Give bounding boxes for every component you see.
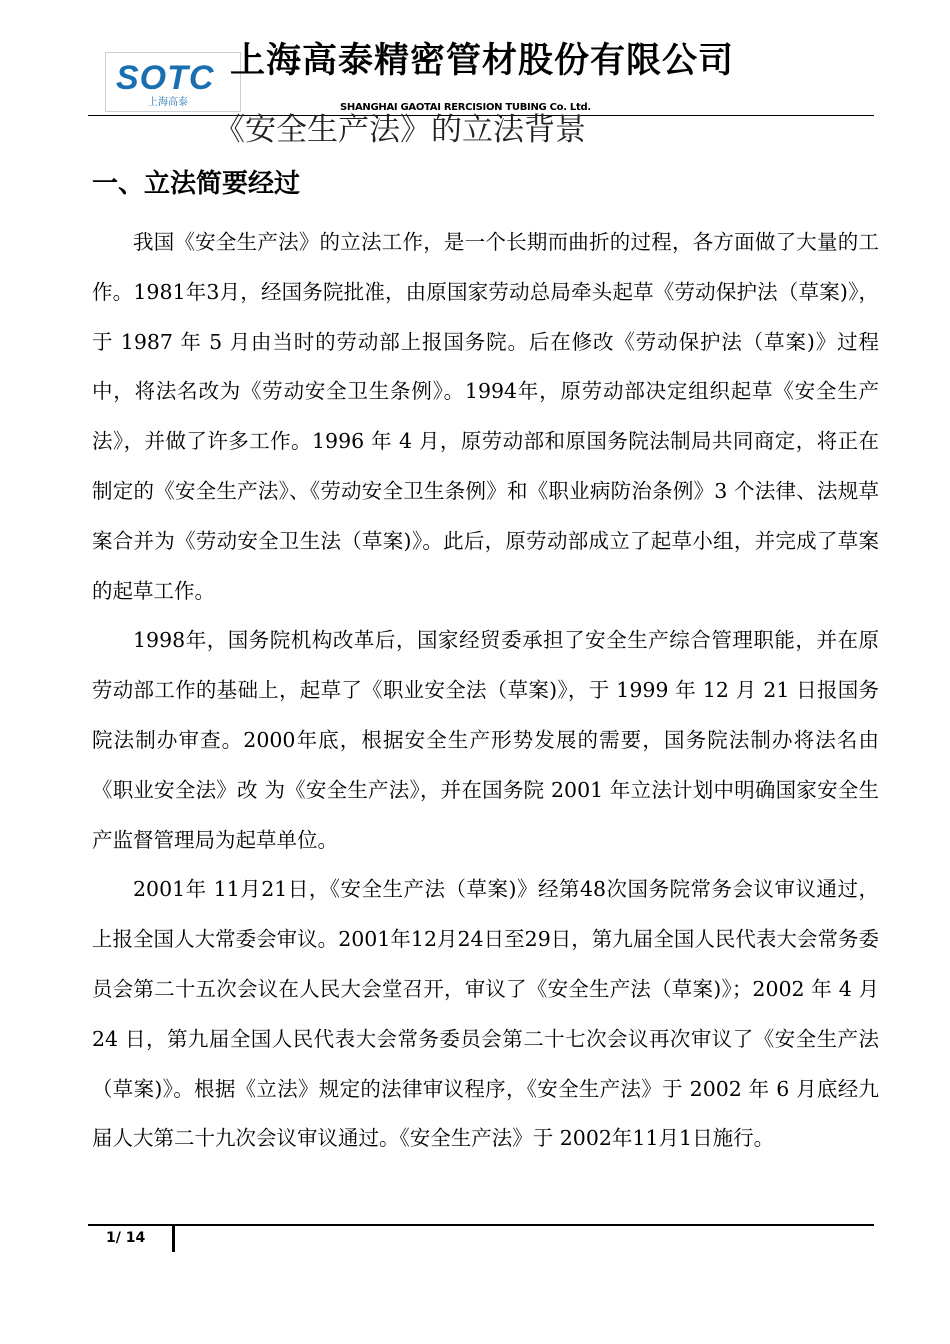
page-number: 1/ 14 bbox=[106, 1230, 146, 1246]
paragraph: 1998年，国务院机构改革后，国家经贸委承担了安全生产综合管理职能，并在原劳动部工作的基础上，起草了《职业安全法（草案)》，于 1999 年 12 月 21 日报国务院法制办审查。2000年底，根据安全生产形势发展的需要，国务院法制办将法名由《职业安全法》改 为《安全生产法》，并在国务院 2001 年立法计划中明确国家安全生产监督管理局为起草单位。 bbox=[92, 628, 879, 852]
section-heading: 一、立法简要经过 bbox=[92, 169, 301, 199]
company-logo bbox=[105, 52, 241, 112]
paragraph: 2001年 11月21日，《安全生产法（草案)》经第48次国务院常务会议审议通过，上报全国人大常委会审议。2001年12月24日至29日，第九届全国人民代表大会常务委员会第二十五次会议在人民大会堂召开，审议了《安全生产法（草案)》；2002 年 4 月 24 日，第九届全国人民代表大会常务委员会第二十七次会议再次审议了《安全生产法（草案)》。根据《立法》规定的法律审议程序，《安全生产法》于 2002 年 6 月底经九届人大第二十九次会议审议通过。《安全生产法》于 2002年11月1日施行。 bbox=[92, 877, 879, 1151]
document-body bbox=[92, 218, 879, 1164]
footer-bar bbox=[172, 1226, 175, 1252]
logo-text: SOTC bbox=[116, 59, 215, 97]
company-name-en: SHANGHAI GAOTAI RERCISION TUBING Co. Ltd. bbox=[340, 102, 591, 113]
paragraph: 我国《安全生产法》的立法工作，是一个长期而曲折的过程，各方面做了大量的工作。1981年3月，经国务院批准，由原国家劳动总局牵头起草《劳动保护法（草案)》，于 1987 年 5 月由当时的劳动部上报国务院。后在修改《劳动保护法（草案)》过程中，将法名改为《劳动安全卫生条例》。1994年，原劳动部决定组织起草《安全生产法》，并做了许多工作。1996 年 4 月，原劳动部和原国务院法制局共同商定，将正在制定的《安全生产法》、《劳动安全卫生条例》和《职业病防治条例》3 个法律、法规草案合并为《劳动安全卫生法（草案)》。此后，原劳动部成立了起草小组，并完成了草案的起草工作。 bbox=[92, 230, 879, 603]
logo-subtext: 上海高泰 bbox=[148, 97, 188, 108]
footer-divider bbox=[88, 1224, 874, 1226]
document-title: 《安全生产法》的立法背景 bbox=[214, 112, 586, 148]
company-name-cn: 上海高泰精密管材股份有限公司 bbox=[230, 41, 735, 81]
logo-graphic bbox=[106, 53, 240, 111]
